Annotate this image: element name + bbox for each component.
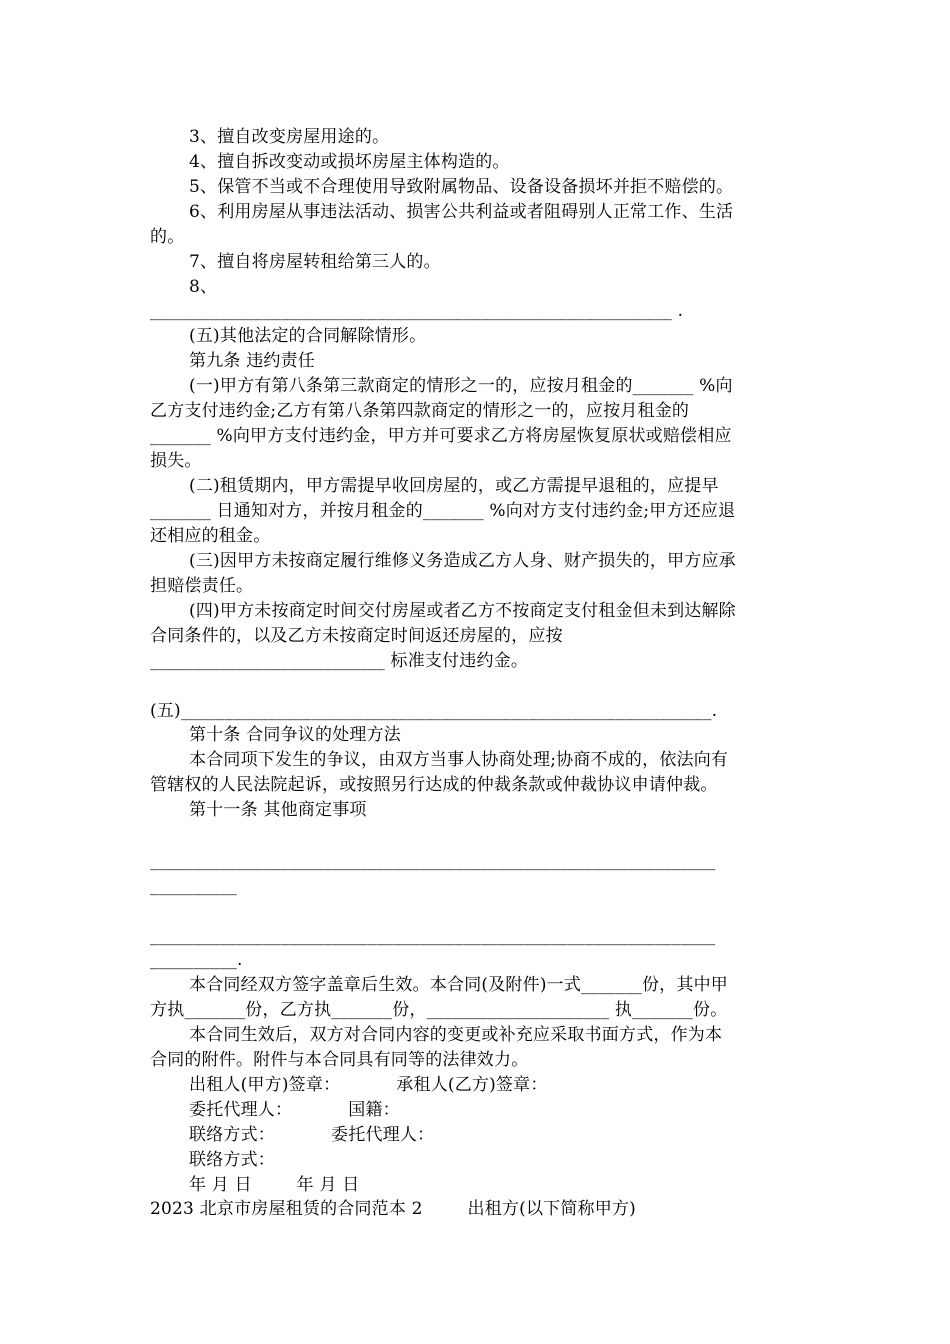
clause-line: (二)租赁期内，甲方需提早收回房屋的，或乙方需提早退租的，应提早 — [189, 476, 719, 496]
blank-fill-line: __________ — [150, 876, 237, 896]
clause-line: (五)其他法定的合同解除情形。 — [189, 326, 427, 346]
date-line: 年 月 日 年 月 日 — [189, 1175, 360, 1195]
clause-line: 管辖权的人民法院起诉，或按照另行达成的仲裁条款或仲裁协议申请仲裁。 — [150, 775, 718, 795]
clause-line: 的。 — [150, 227, 185, 247]
clause-line: 4、擅自拆改变动或损坏房屋主体构造的。 — [189, 152, 510, 172]
section-heading: 第十条 合同争议的处理方法 — [189, 725, 402, 745]
clause-line: 合同条件的，以及乙方未按商定时间返还房屋的，应按 — [150, 626, 563, 646]
next-document-title: 2023 北京市房屋租赁的合同范本 2 出租方(以下简称甲方) — [150, 1199, 636, 1219]
clause-line: 合同的附件。附件与本合同具有同等的法律效力。 — [150, 1050, 529, 1070]
clause-line: 3、擅自改变房屋用途的。 — [189, 127, 390, 147]
signature-line: 联络方式： 委托代理人： — [189, 1125, 435, 1145]
clause-line: _______ 日通知对方，并按月租金的_______ %向对方支付违约金;甲方还应退 — [150, 501, 736, 521]
section-heading: 第十一条 其他商定事项 — [189, 800, 367, 820]
blank-fill-line: _________________________________________________________________ — [150, 926, 716, 946]
clause-line: 还相应的租金。 — [150, 526, 271, 546]
clause-line: (三)因甲方未按商定履行维修义务造成乙方人身、财产损失的，甲方应承 — [189, 551, 736, 571]
clause-line: 5、保管不当或不合理使用导致附属物品、设备设备损坏并拒不赔偿的。 — [189, 177, 734, 197]
section-heading: 第九条 违约责任 — [189, 351, 316, 371]
clause-line: 担赔偿责任。 — [150, 576, 254, 596]
clause-line: 本合同生效后，双方对合同内容的变更或补充应采取书面方式，作为本 — [189, 1025, 723, 1045]
clause-line: 本合同项下发生的争议，由双方当事人协商处理;协商不成的，依法向有 — [189, 750, 729, 770]
clause-line: 本合同经双方签字盖章后生效。本合同(及附件)一式_______份，其中甲 — [189, 975, 728, 995]
clause-line: ___________________________ 标准支付违约金。 — [150, 651, 529, 671]
clause-line: 方执_______份，乙方执_______份，_____________________ 执_______份。 — [150, 1000, 728, 1020]
blank-fill-line: (五)_____________________________________________________________. — [150, 701, 718, 721]
blank-fill-line: ____________________________________________________________ . — [150, 301, 684, 321]
blank-fill-line: _________________________________________________________________ — [150, 851, 716, 871]
clause-line: (四)甲方未按商定时间交付房屋或者乙方不按商定支付租金但未到达解除 — [189, 601, 736, 621]
signature-line: 联络方式： — [189, 1150, 275, 1170]
signature-line: 出租人(甲方)签章： 承租人(乙方)签章： — [189, 1075, 548, 1095]
clause-line: 乙方支付违约金;乙方有第八条第四款商定的情形之一的，应按月租金的 — [150, 401, 690, 421]
clause-line: (一)甲方有第八条第三款商定的情形之一的，应按月租金的_______ %向 — [189, 376, 733, 396]
signature-line: 委托代理人： 国籍： — [189, 1100, 400, 1120]
blank-fill-line: __________. — [150, 950, 243, 970]
clause-line: 损失。 — [150, 451, 202, 471]
clause-line: 7、擅自将房屋转租给第三人的。 — [189, 252, 441, 272]
clause-line: 8、 — [189, 277, 218, 297]
clause-line: 6、利用房屋从事违法活动、损害公共利益或者阻碍别人正常工作、生活 — [189, 202, 734, 222]
clause-line: _______ %向甲方支付违约金，甲方并可要求乙方将房屋恢复原状或赔偿相应 — [150, 426, 732, 446]
